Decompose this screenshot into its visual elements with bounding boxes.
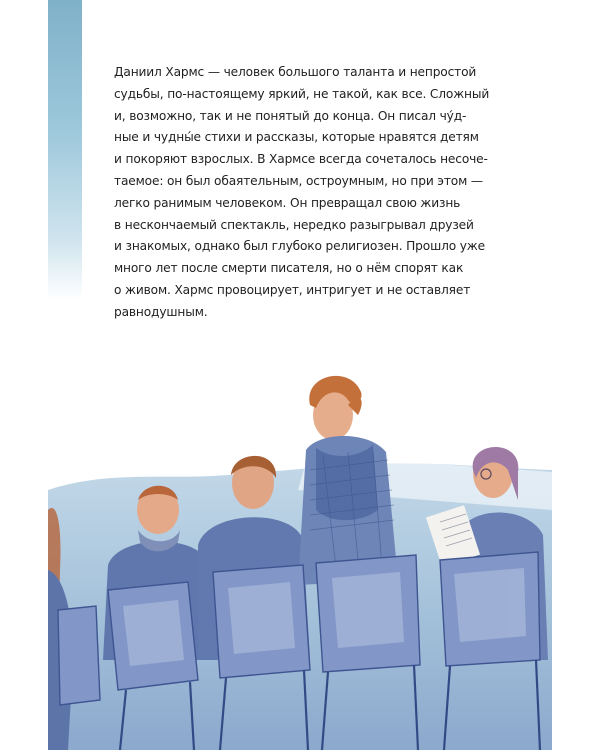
paragraph-line: Даниил Хармс — человек большого таланта и непростой [114,65,477,79]
paragraph-line: ные и чудны́е стихи и рассказы, которые нравятся детям [114,130,479,145]
paragraph-line: таемое: он был обаятельным, остроумным, но при этом — [114,173,483,188]
body-paragraph [114,62,534,324]
audience-watercolor-illustration [48,360,552,750]
watercolor-strip [48,0,82,300]
paragraph-line: и знакомых, однако был глубоко религиозен. Прошло уже [114,239,485,254]
paragraph-line: много лет после смерти писателя, но о нём спорят как [114,261,464,276]
paragraph-line: равнодушным. [114,304,208,319]
paragraph-line: в нескончаемый спектакль, нередко разыгрывал друзей [114,217,474,232]
paragraph-line: судьбы, по-настоящему яркий, не такой, как все. Сложный [114,86,490,101]
paragraph-line: и, возможно, так и не понятый до конца. Он писал чу́д- [114,108,467,123]
paragraph-line: о живом. Хармс провоцирует, интригует и не оставляет [114,282,471,297]
paragraph-line: легко ранимым человеком. Он превращал свою жизнь [114,195,461,210]
book-page [48,0,552,750]
paragraph-line: и покоряют взрослых. В Хармсе всегда сочеталось несоче- [114,152,488,167]
